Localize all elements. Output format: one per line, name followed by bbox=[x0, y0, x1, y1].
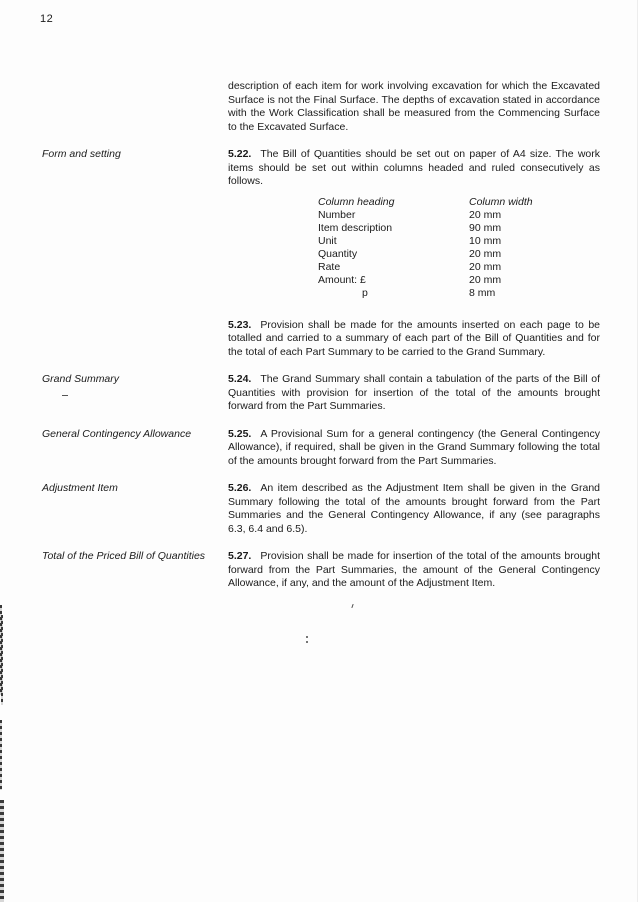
table-cell: p bbox=[362, 286, 368, 299]
table-cell: 10 mm bbox=[469, 234, 502, 247]
table-cell: 20 mm bbox=[469, 208, 502, 221]
scan-speck bbox=[351, 604, 353, 608]
paragraph-number: 5.24. bbox=[228, 373, 252, 385]
paragraph-text: Provision shall be made for insertion of the total of the amounts brought forward from the Part Summaries, the amount of the General Contingency Allowance, if any, and the amount of the Adjustment Item. bbox=[228, 550, 600, 589]
paragraph-number: 5.23. bbox=[228, 318, 252, 331]
table-cell: 20 mm bbox=[469, 273, 502, 286]
column-width-table bbox=[318, 196, 533, 300]
scan-speck bbox=[306, 636, 308, 638]
table-header-cell: Column heading bbox=[318, 195, 395, 208]
paragraph-text: A Provisional Sum for a general contingency (the General Contingency Allowance), if required, shall be given in the Grand Summary following the total of the amounts brought forward from the Part Summaries. bbox=[228, 427, 600, 467]
section-body bbox=[228, 373, 600, 414]
margin-label-text: General Contingency Allowance bbox=[42, 427, 192, 440]
scan-speck bbox=[306, 641, 308, 643]
table-row bbox=[318, 222, 533, 235]
table-cell: 20 mm bbox=[469, 260, 502, 273]
section-grand-summary bbox=[42, 373, 600, 414]
paragraph-number: 5.27. bbox=[228, 550, 252, 562]
table-cell: Item description bbox=[318, 221, 393, 234]
paragraph-5-26 bbox=[228, 482, 600, 536]
margin-label-text: Form and setting bbox=[42, 148, 121, 160]
margin-label bbox=[42, 482, 228, 536]
margin-label bbox=[42, 148, 228, 359]
paragraph-5-27 bbox=[228, 550, 600, 591]
intro-section bbox=[42, 80, 600, 134]
scan-artifact-dash bbox=[62, 395, 68, 396]
section-body bbox=[228, 482, 600, 536]
section-total-priced-bill bbox=[42, 550, 600, 591]
paragraph-text: The Grand Summary shall contain a tabulation of the parts of the Bill of Quantities with provision for insertion of the total of the amounts brought forward from the Part Summaries. bbox=[228, 373, 600, 412]
table-row bbox=[318, 261, 533, 274]
table-cell: 8 mm bbox=[469, 286, 496, 299]
margin-label-text: Total of the Priced Bill of Quantities bbox=[42, 550, 206, 562]
scan-artifact bbox=[1, 615, 3, 705]
table-cell: Number bbox=[318, 208, 356, 221]
margin-label bbox=[42, 428, 228, 469]
table-row bbox=[318, 274, 533, 287]
section-general-contingency-allowance bbox=[42, 428, 600, 469]
margin-label bbox=[42, 373, 228, 414]
scan-artifact bbox=[0, 720, 2, 790]
section-body bbox=[228, 428, 600, 469]
section-form-and-setting bbox=[42, 148, 600, 359]
table-cell: 20 mm bbox=[469, 247, 502, 260]
table-row bbox=[318, 248, 533, 261]
table-cell: Rate bbox=[318, 260, 341, 273]
section-body bbox=[228, 148, 600, 359]
table-row bbox=[318, 235, 533, 248]
intro-body bbox=[228, 80, 600, 134]
paragraph-text: The Bill of Quantities should be set out on paper of A4 size. The work items should be set out within columns headed and ruled consecutively as follows. bbox=[228, 148, 600, 187]
table-header-cell: Column width bbox=[469, 195, 533, 208]
paragraph-5-24 bbox=[228, 373, 600, 414]
paragraph-number: 5.22. bbox=[228, 148, 252, 160]
section-body bbox=[228, 550, 600, 591]
page-number: 12 bbox=[40, 13, 54, 25]
paragraph-5-22 bbox=[228, 148, 600, 189]
paragraph-5-25 bbox=[228, 428, 600, 469]
scan-artifact bbox=[0, 800, 4, 902]
table-cell: Amount: £ bbox=[318, 273, 366, 286]
margin-label-text: Grand Summary bbox=[42, 373, 120, 385]
table-row bbox=[318, 209, 533, 222]
table-cell: 90 mm bbox=[469, 221, 502, 234]
table-cell: Quantity bbox=[318, 247, 358, 260]
table-cell: Unit bbox=[318, 234, 337, 247]
intro-paragraph: description of each item for work involving excavation for which the Excavated Surface is not the Final Surface. The depths of excavation stated in accordance with the Work Classification shall be measured from the Commencing Surface to the Excavated Surface. bbox=[228, 80, 600, 133]
margin-label-text: Adjustment Item bbox=[42, 482, 118, 494]
table-row bbox=[318, 287, 533, 300]
paragraph-5-23 bbox=[228, 319, 600, 360]
paragraph-number: 5.25. bbox=[228, 427, 252, 440]
paragraph-number: 5.26. bbox=[228, 482, 252, 494]
paragraph-text: Provision shall be made for the amounts inserted on each page to be totalled and carried to a summary of each part of the Bill of Quantities and for the total of each Part Summary to be carried to the Grand Summary. bbox=[228, 318, 600, 358]
table-header-row bbox=[318, 196, 533, 209]
section-adjustment-item bbox=[42, 482, 600, 536]
margin-label-empty bbox=[42, 80, 228, 134]
paragraph-text: An item described as the Adjustment Item shall be given in the Grand Summary following the total of the amounts brought forward from the Part Summaries and the General Contingency Allowance, if any (see paragraphs 6.3, 6.4 and 6.5). bbox=[228, 482, 600, 535]
margin-label bbox=[42, 550, 228, 591]
